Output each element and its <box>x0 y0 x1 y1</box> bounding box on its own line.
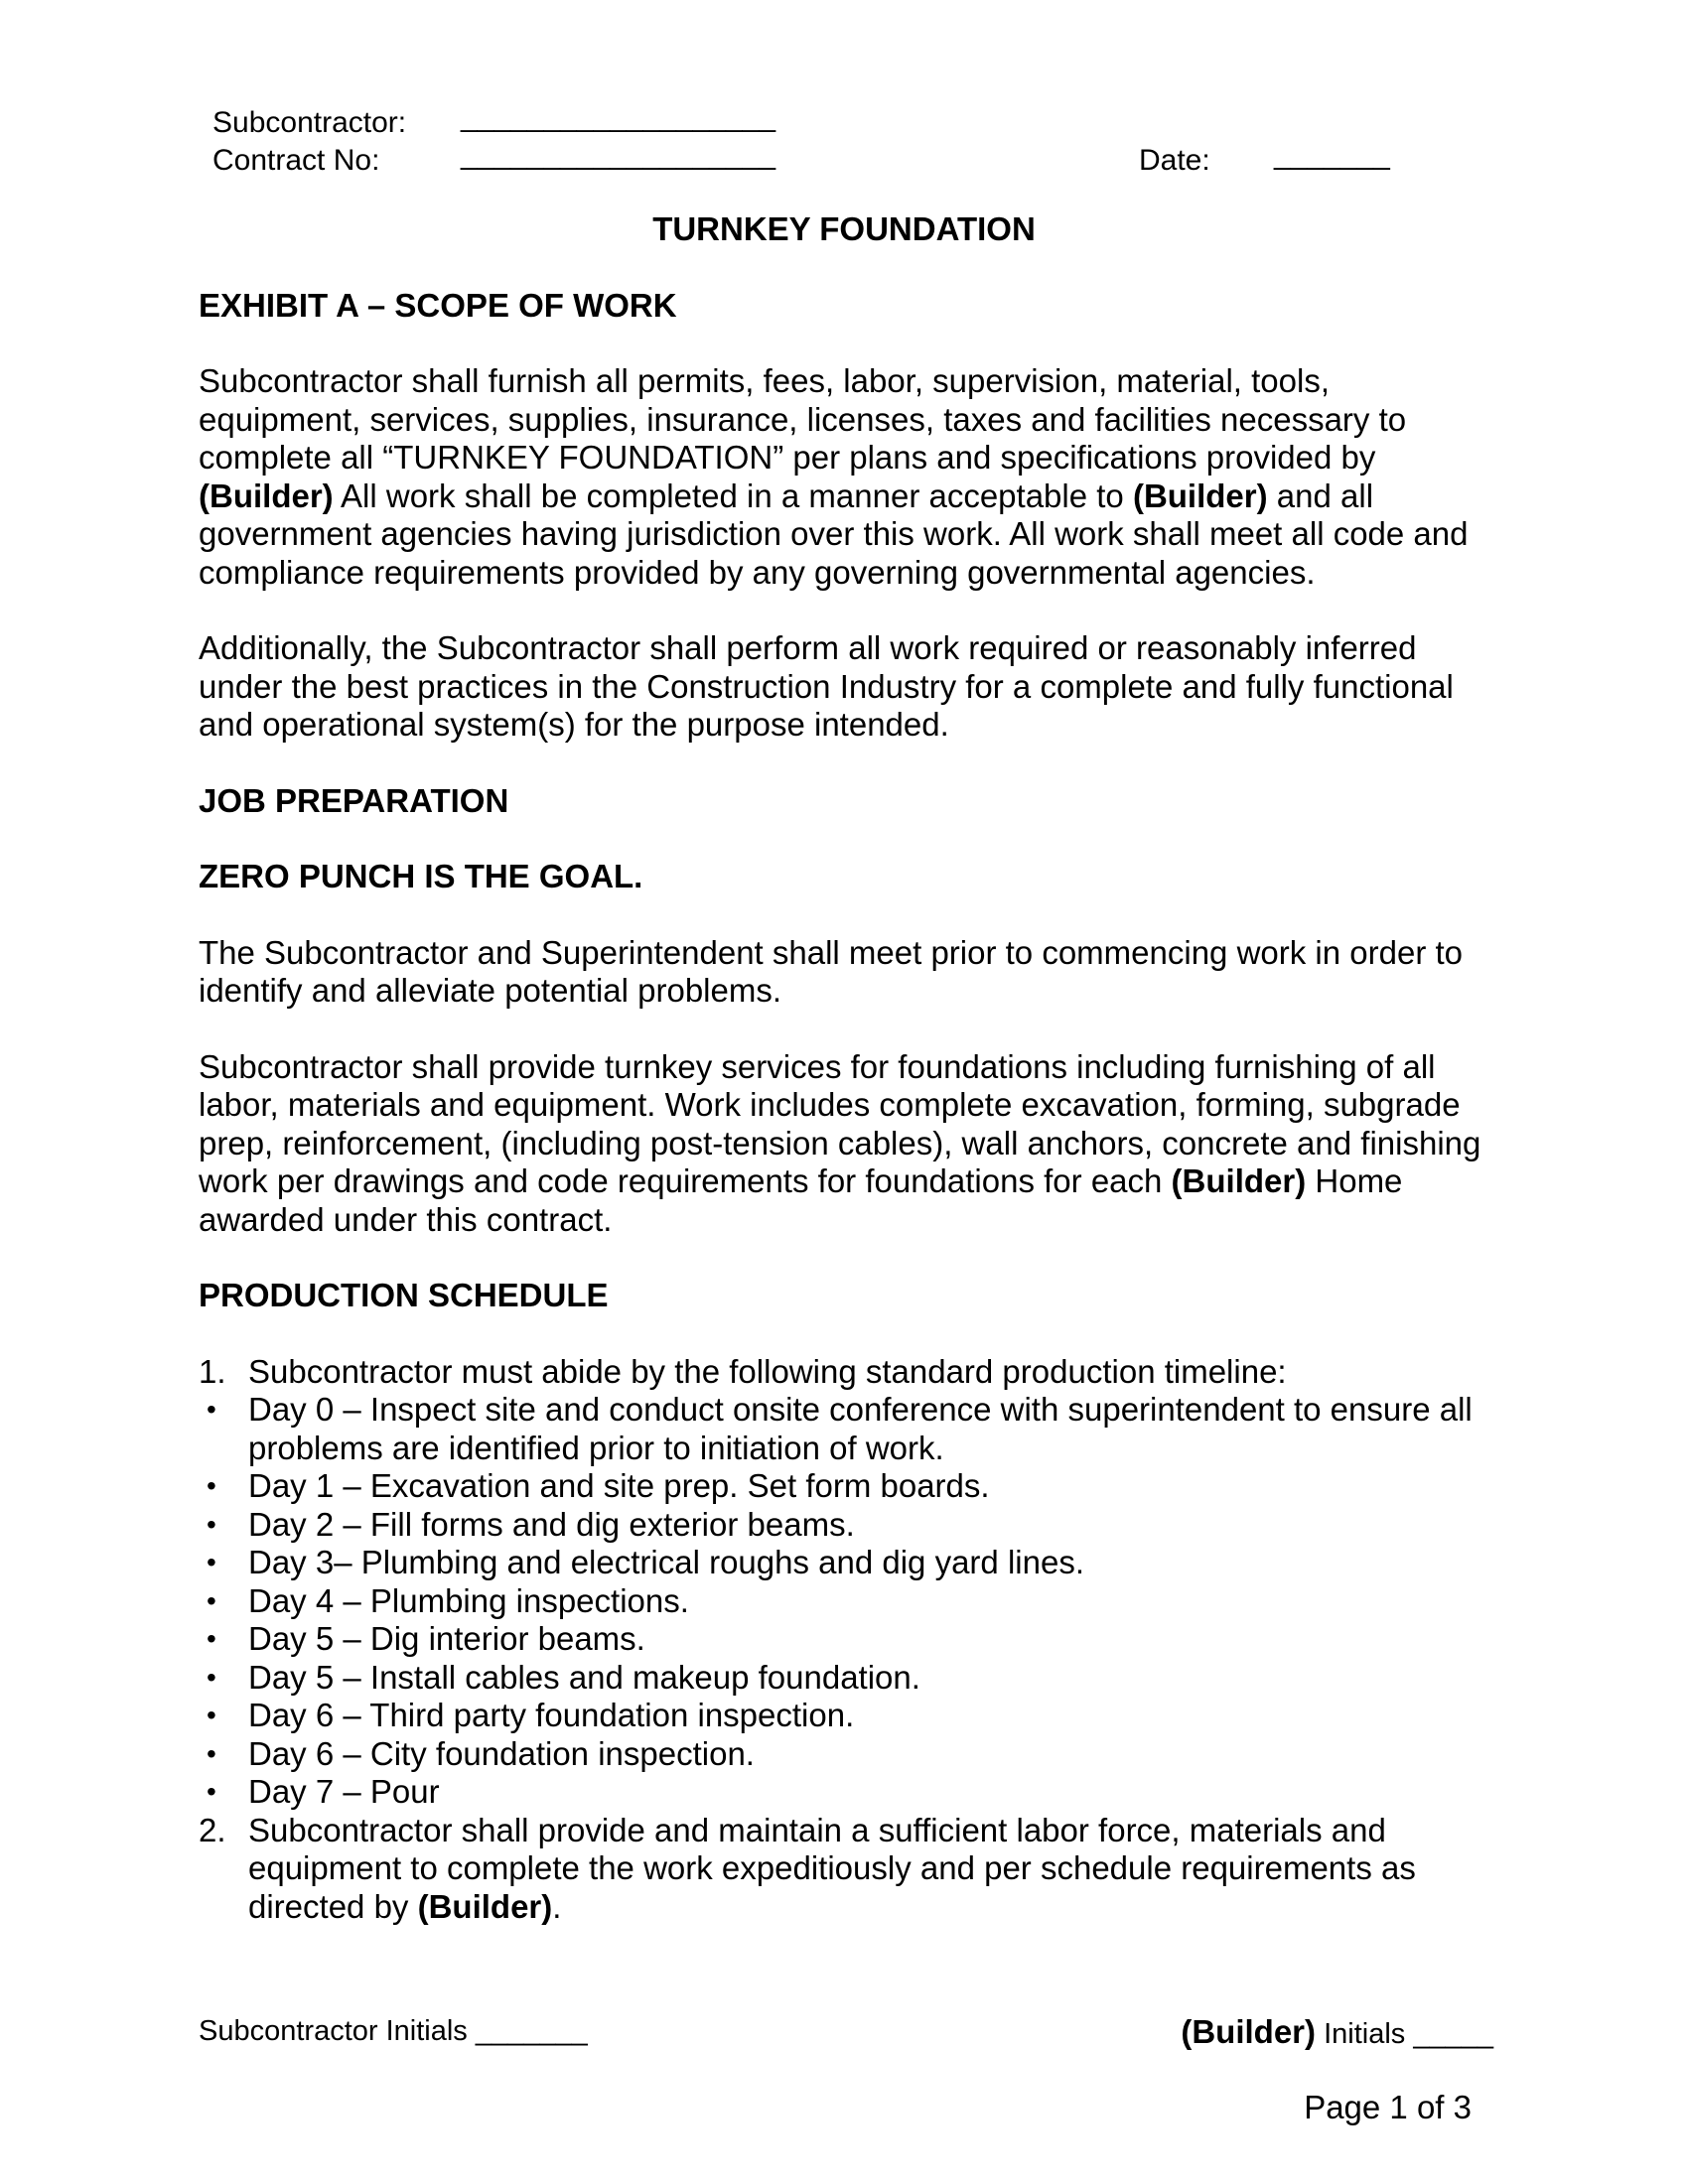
scope-text-3: and all government agencies having jurisdiction over this work. All work shall meet all code and compliance requirements provided by any governing governmental agencies. <box>199 477 1469 591</box>
builder-initials <box>1181 2013 1493 2051</box>
contract-row <box>0 138 1688 183</box>
list-item <box>199 1620 1489 1659</box>
production-schedule-heading: PRODUCTION SCHEDULE <box>199 1277 609 1313</box>
list-item-text: Day 6 – City foundation inspection. <box>248 1734 755 1772</box>
list-number: 2. <box>199 1811 226 1848</box>
builder-ref: (Builder) <box>199 477 334 514</box>
list-item <box>199 1735 1489 1774</box>
subcontractor-row <box>0 100 1688 145</box>
list-item-text: Day 6 – Third party foundation inspection. <box>248 1697 855 1733</box>
contract-label: Contract No: <box>212 144 380 177</box>
bullet-icon: • <box>207 1584 216 1616</box>
job-preparation-heading: JOB PREPARATION <box>199 781 509 819</box>
list-item <box>199 1697 1489 1735</box>
list-item-text: Day 0 – Inspect site and conduct onsite conference with superintendent to ensure all problems are identified prior to initiation of work. <box>248 1391 1473 1466</box>
bullet-icon: • <box>207 1737 216 1769</box>
list-item-end: . <box>552 1887 562 1925</box>
turnkey-text-1: Subcontractor shall provide turnkey services for foundations including furnishing of all labor, materials and equipment. Work includes complete excavation, forming, subgrade prep, reinforcement, (including post-tension cables), wall anchors, concrete and finishing work per drawings and code requirements for foundations for each <box>199 1047 1481 1199</box>
bullet-icon: • <box>207 1394 216 1425</box>
zero-punch-heading: ZERO PUNCH IS THE GOAL. <box>199 858 643 894</box>
schedule-list <box>199 1353 1489 1927</box>
list-item <box>199 1582 1489 1621</box>
subcontractor-initials: Subcontractor Initials _______ <box>199 2015 588 2047</box>
scope-paragraph <box>199 362 1489 592</box>
list-item-text: Day 7 – Pour <box>248 1773 440 1810</box>
list-item-text: Day 5 – Install cables and makeup foundation. <box>248 1658 920 1696</box>
list-number: 1. <box>199 1352 226 1390</box>
date-label: Date: <box>1139 144 1210 177</box>
builder-ref: (Builder) <box>417 1887 553 1925</box>
scope-text-2: All work shall be completed in a manner acceptable to <box>333 477 1133 514</box>
builder-ref: (Builder) <box>1132 477 1268 514</box>
list-item-text: Day 2 – Fill forms and dig exterior beams. <box>248 1505 855 1543</box>
list-item <box>199 1544 1489 1582</box>
list-item-text: Subcontractor must abide by the following standard production timeline: <box>248 1352 1287 1390</box>
additional-paragraph: Additionally, the Subcontractor shall perform all work required or reasonably inferred under the best practices in the Construction Industry for a complete and fully functional and operational system(s) for the purpose intended. <box>199 629 1454 743</box>
builder-initials-text: Initials _____ <box>1316 2018 1493 2050</box>
document-body <box>199 210 1489 1926</box>
subcontractor-label: Subcontractor: <box>212 106 407 139</box>
list-item <box>199 1353 1489 1392</box>
page-number: Page 1 of 3 <box>1304 2089 1472 2125</box>
document-title: TURNKEY FOUNDATION <box>652 210 1036 247</box>
builder-ref: (Builder) <box>1171 1162 1307 1199</box>
meet-paragraph: The Subcontractor and Superintendent shall meet prior to commencing work in order to identify and alleviate potential problems. <box>199 933 1463 1009</box>
exhibit-heading: EXHIBIT A – SCOPE OF WORK <box>199 286 677 324</box>
list-item <box>199 1659 1489 1698</box>
date-blank: _______ <box>1274 138 1390 171</box>
list-item <box>199 1812 1489 1927</box>
scope-text-1: Subcontractor shall furnish all permits, fees, labor, supervision, material, tools, equipment, services, supplies, insurance, licenses, taxes and facilities necessary to complete all “TURNKEY FOUNDATION” per plans and specifications provided by <box>199 362 1407 476</box>
bullet-icon: • <box>207 1623 216 1654</box>
list-item-text: Day 3– Plumbing and electrical roughs and dig yard lines. <box>248 1544 1084 1580</box>
bullet-icon: • <box>207 1508 216 1540</box>
list-item <box>199 1467 1489 1506</box>
bullet-icon: • <box>207 1661 216 1693</box>
contract-blank: ___________________ <box>461 138 776 171</box>
turnkey-paragraph <box>199 1048 1489 1240</box>
bullet-icon: • <box>207 1470 216 1501</box>
list-item <box>199 1506 1489 1545</box>
bullet-icon: • <box>207 1547 216 1577</box>
list-item-text: Day 4 – Plumbing inspections. <box>248 1581 689 1619</box>
bullet-icon: • <box>207 1700 216 1730</box>
turnkey-text-2: Home awarded under this contract. <box>199 1162 1403 1238</box>
bullet-icon: • <box>207 1776 216 1807</box>
list-item <box>199 1773 1489 1812</box>
list-item-text: Day 5 – Dig interior beams. <box>248 1620 645 1657</box>
builder-ref: (Builder) <box>1181 2013 1317 2050</box>
subcontractor-blank: ___________________ <box>461 100 776 133</box>
list-item-text: Subcontractor shall provide and maintain a sufficient labor force, materials and equipment to complete the work expeditiously and per schedule requirements as directed by <box>248 1811 1416 1925</box>
list-item-text: Day 1 – Excavation and site prep. Set form boards. <box>248 1467 990 1504</box>
list-item <box>199 1391 1489 1467</box>
